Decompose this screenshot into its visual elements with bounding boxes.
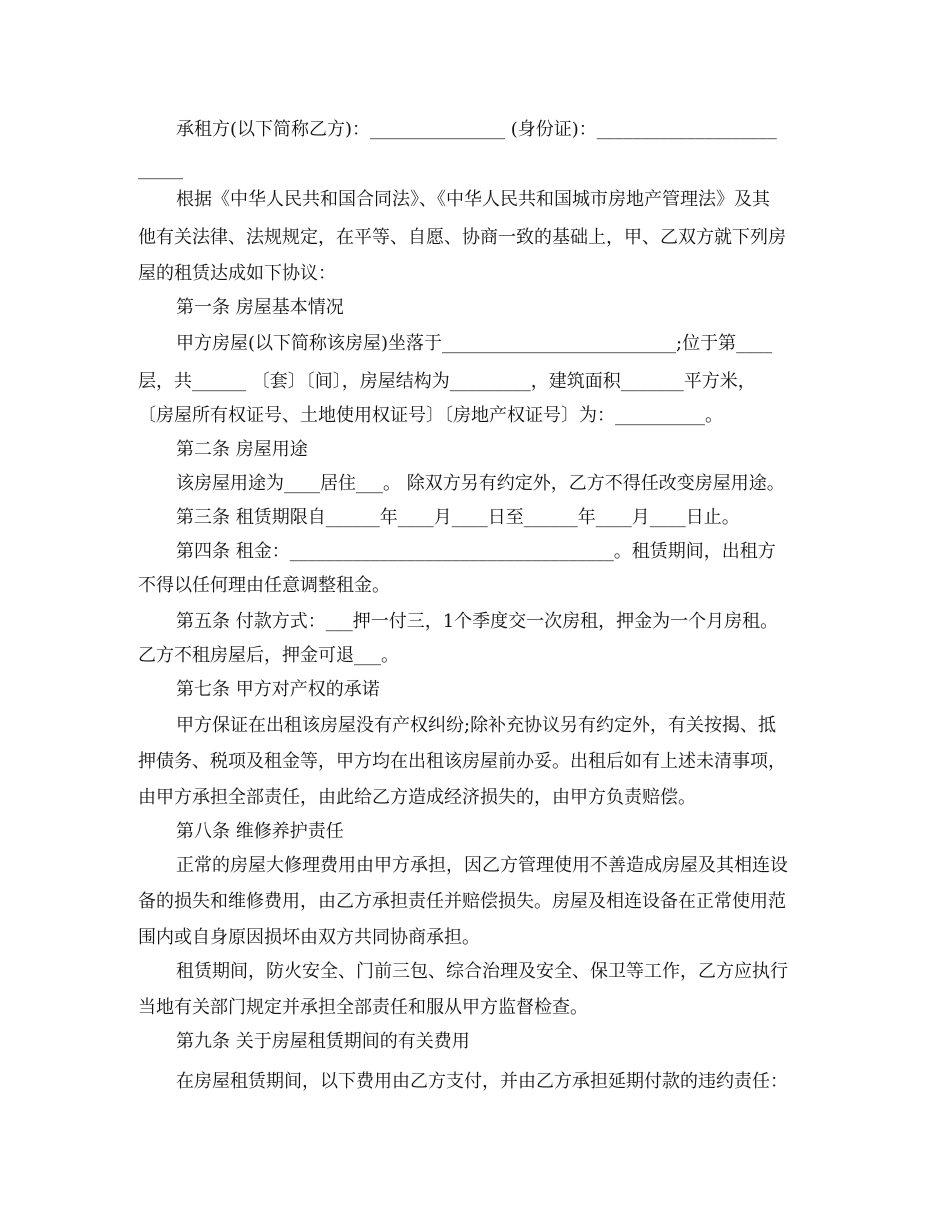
document-line: 当地有关部门规定并承担全部责任和服从甲方监督检查。 bbox=[138, 997, 588, 1018]
document-line: 承租方(以下简称乙方)：_______________ (身份证)：____________________ bbox=[176, 119, 777, 140]
document-line: 备的损失和维修费用，由乙方承担责任并赔偿损失。房屋及相连设备在正常使用范 bbox=[138, 891, 786, 912]
document-line: 由甲方承担全部责任，由此给乙方造成经济损失的，由甲方负责赔偿。 bbox=[138, 787, 696, 808]
document-line: 甲方保证在出租该房屋没有产权纠纷;除补充协议另有约定外，有关按揭、抵 bbox=[176, 715, 777, 736]
document-line: 正常的房屋大修理费用由甲方承担，因乙方管理使用不善造成房屋及其相连设 bbox=[176, 855, 788, 876]
document-line: 不得以任何理由任意调整租金。 bbox=[138, 575, 390, 596]
document-line: 第八条 维修养护责任 bbox=[176, 821, 344, 842]
document-line: 第三条 租赁期限自______年____月____日至______年____月____日止。 bbox=[176, 507, 740, 528]
document-line: 他有关法律、法规规定，在平等、自愿、协商一致的基础上，甲、乙双方就下列房 bbox=[138, 227, 786, 248]
document-line: 甲方房屋(以下简称该房屋)坐落于__________________________;位于第____ bbox=[176, 333, 773, 354]
document-line: _____ bbox=[138, 159, 183, 180]
document-line: 围内或自身原因损坏由双方共同协商承担。 bbox=[138, 927, 480, 948]
document-line: 在房屋租赁期间，以下费用由乙方支付，并由乙方承担延期付款的违约责任： bbox=[176, 1071, 788, 1092]
document-line: 第五条 付款方式：___押一付三，1个季度交一次房租，押金为一个月房租。 bbox=[176, 611, 779, 632]
document-line: 〔房屋所有权证号、土地使用权证号〕〔房地产权证号〕为：__________。 bbox=[138, 405, 723, 426]
document-line: 第九条 关于房屋租赁期间的有关费用 bbox=[176, 1031, 470, 1052]
document-line: 第一条 房屋基本情况 bbox=[176, 297, 344, 318]
document-line: 租赁期间，防火安全、门前三包、综合治理及安全、保卫等工作，乙方应执行 bbox=[176, 961, 788, 982]
document-line: 乙方不租房屋后，押金可退___。 bbox=[138, 645, 399, 666]
document-line: 第二条 房屋用途 bbox=[176, 439, 308, 460]
document-line: 第七条 甲方对产权的承诺 bbox=[176, 679, 380, 700]
document-line: 押债务、税项及租金等，甲方均在出租该房屋前办妥。出租后如有上述未清事项， bbox=[138, 751, 786, 772]
document-line: 第四条 租金：____________________________________。租赁期间，出租方 bbox=[176, 541, 776, 562]
document-line: 该房屋用途为____居住___。 除双方另有约定外，乙方不得任改变房屋用途。 bbox=[176, 473, 785, 494]
document-line: 屋的租赁达成如下协议： bbox=[138, 263, 336, 284]
document-line: 层，共______ 〔套〕〔间〕，房屋结构为_________，建筑面积_______平方米， bbox=[138, 371, 756, 392]
document-line: 根据《中华人民共和国合同法》、《中华人民共和国城市房地产管理法》及其 bbox=[176, 189, 770, 210]
